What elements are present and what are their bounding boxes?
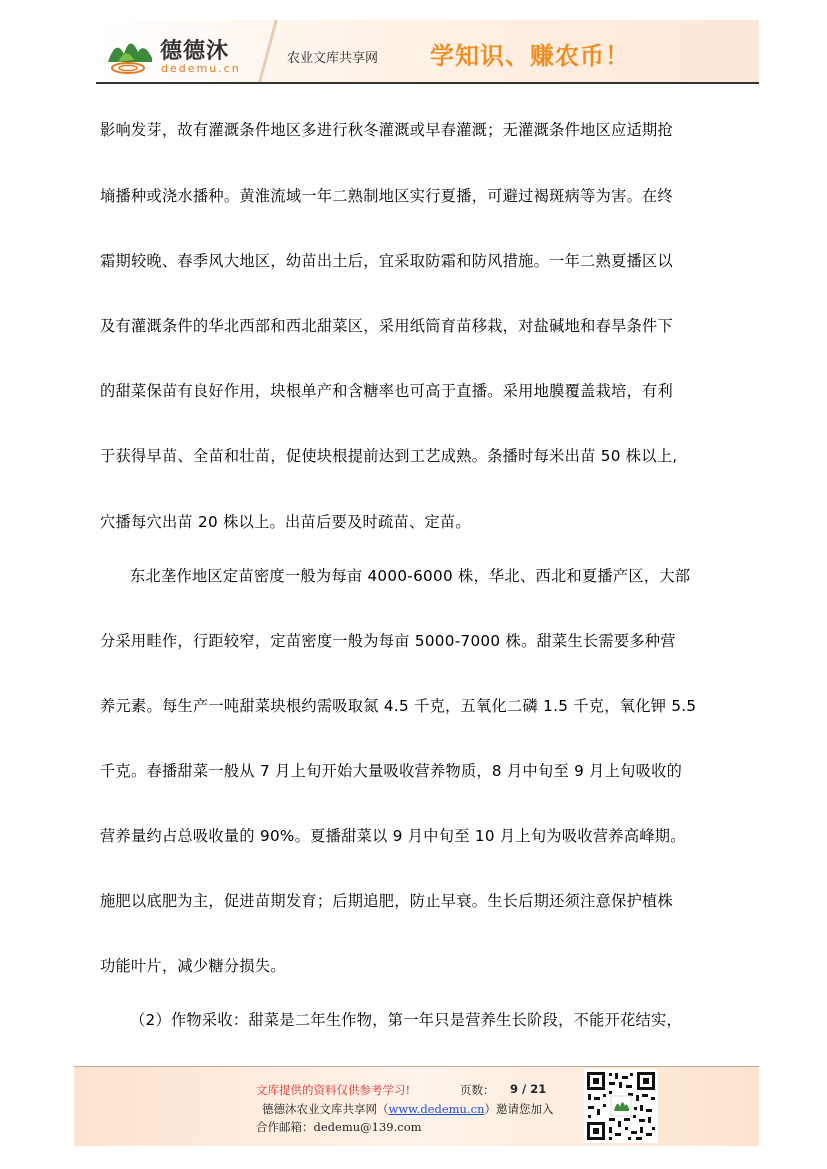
body-line: 营养量约占总吸收量的 90%。夏播甜菜以 9 月中旬至 10 月上旬为吸收营养高峰期。: [100, 827, 686, 845]
header-slogan: 学知识、赚农币！: [430, 41, 630, 70]
body-line: 霜期较晚、春季风大地区，幼苗出土后，宜采取防霜和防风措施。一年二熟夏播区以: [100, 252, 674, 270]
footer-note: 文库提供的资料仅供参考学习!: [256, 1083, 411, 1097]
site-link[interactable]: www.dedemu.cn: [388, 1102, 485, 1116]
site-label: 农业文库共享网: [287, 51, 379, 66]
body-line: 东北垄作地区定苗密度一般为每亩 4000-6000 株，华北、西北和夏播产区，大部: [130, 567, 691, 585]
header-rule: [96, 82, 759, 84]
body-line: 及有灌溉条件的华北西部和西北甜菜区，采用纸筒育苗移栽，对盐碱地和春旱条件下: [100, 317, 674, 335]
footer-invite-suffix: ）邀请您加入: [484, 1102, 554, 1116]
body-line: 的甜菜保苗有良好作用，块根单产和含糖率也可高于直播。采用地膜覆盖栽培，有利: [100, 382, 674, 400]
contact-email: 合作邮箱：dedemu@139.com: [256, 1120, 422, 1134]
dedemu-logo: [104, 32, 156, 76]
body-line: （2）作物采收：甜菜是二年生作物，第一年只是营养生长阶段，不能开花结实，: [130, 1011, 683, 1029]
body-line: 千克。春播甜菜一般从 7 月上旬开始大量吸收营养物质，8 月中旬至 9 月上旬吸收的: [100, 762, 683, 780]
body-line: 墒播种或浇水播种。黄淮流域一年二熟制地区实行夏播，可避过褐斑病等为害。在终: [100, 187, 674, 205]
brand-name: 德德沐: [160, 38, 230, 64]
brand-domain: dedemu.cn: [161, 62, 241, 75]
footer-invite-prefix: 德德沐农业文库共享网（: [262, 1102, 389, 1116]
body-line: 施肥以底肥为主，促进苗期发育；后期追肥，防止早衰。生长后期还须注意保护植株: [100, 892, 674, 910]
body-line: 功能叶片，减少糖分损失。: [100, 957, 286, 975]
page-count: 9 / 21: [510, 1082, 547, 1096]
footer-rule: [74, 1066, 759, 1067]
body-line: 养元素。每生产一吨甜菜块根约需吸取氮 4.5 千克，五氧化二磷 1.5 千克，氧化钾 5.5: [100, 697, 697, 715]
body-line: 分采用畦作，行距较窄，定苗密度一般为每亩 5000-7000 株。甜菜生长需要多种营: [100, 632, 676, 650]
body-line: 穴播每穴出苗 20 株以上。出苗后要及时疏苗、定苗。: [100, 513, 471, 531]
footer-invite: [262, 1101, 553, 1117]
header-divider: [258, 20, 278, 82]
page-count-label: 页数：: [460, 1083, 495, 1097]
body-line: 影响发芽，故有灌溉条件地区多进行秋冬灌溉或早春灌溉；无灌溉条件地区应适期抢: [100, 121, 674, 139]
qr-code-icon[interactable]: [584, 1069, 658, 1143]
body-line: 于获得早苗、全苗和壮苗，促使块根提前达到工艺成熟。条播时每米出苗 50 株以上,: [100, 447, 678, 465]
